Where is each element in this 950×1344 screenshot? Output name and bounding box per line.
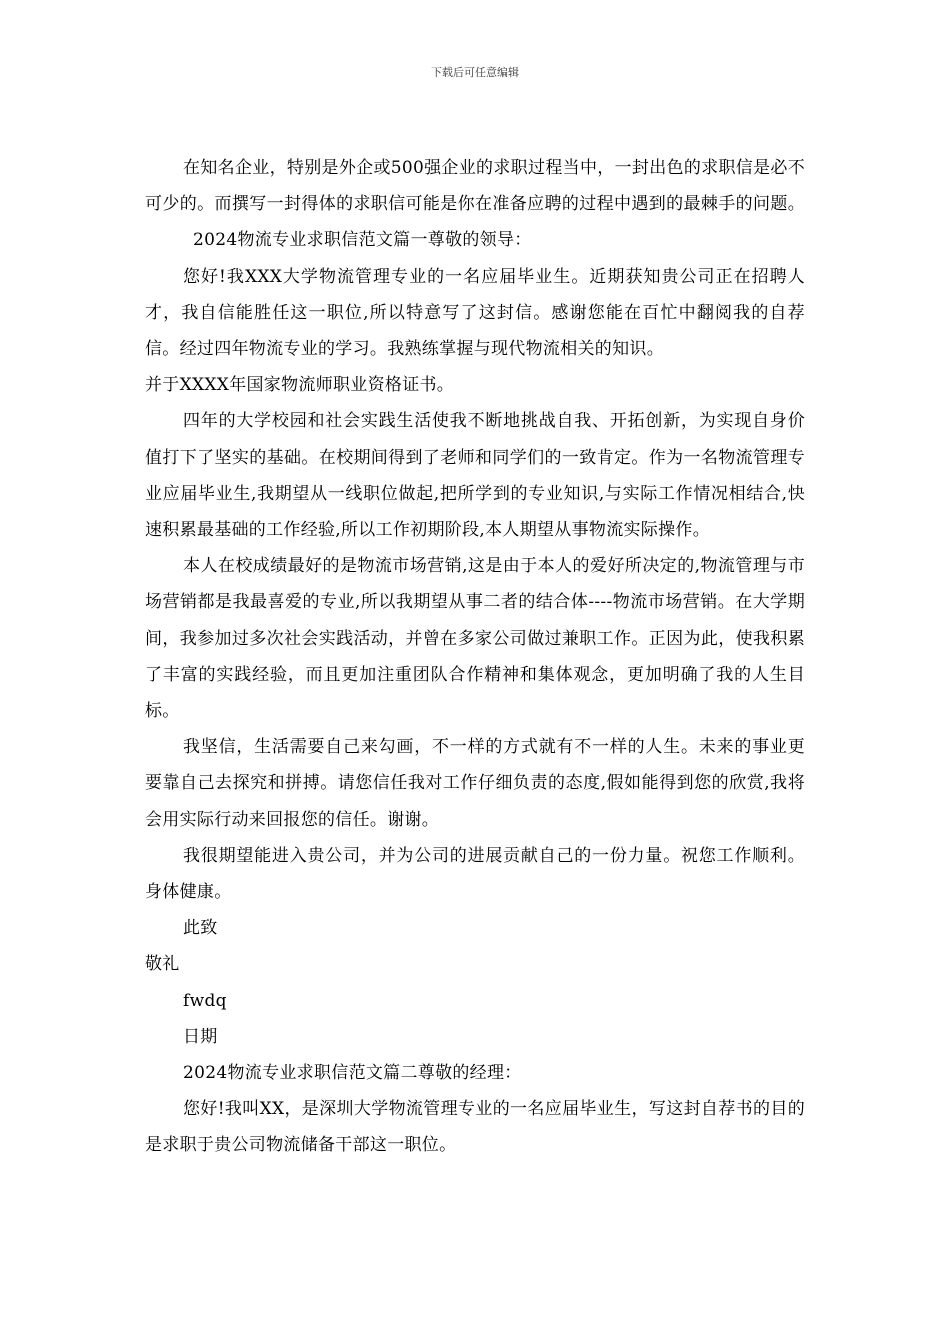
- closing-line: 敬礼: [145, 954, 180, 975]
- closing-line: 此致: [183, 918, 218, 939]
- page-header: 下载后可任意编辑: [431, 66, 519, 79]
- paragraph: 我坚信，生活需要自己来勾画，不一样的方式就有不一样的人生。未来的事业更要靠自己去探究和拼搏。请您信任我对工作仔细负责的态度,假如能得到您的欣赏,我将会用实际行动来回报您的信任。谢谢。: [145, 737, 805, 830]
- signature: fwdq: [183, 990, 227, 1011]
- intro-text: 在知名企业，特别是外企或500强企业的求职过程当中，一封出色的求职信是必不可少的。而撰写一封得体的求职信可能是你在准备应聘的过程中遇到的最棘手的问题。: [145, 158, 805, 215]
- letter-one-title: 2024物流专业求职信范文篇一尊敬的领导：: [193, 230, 532, 251]
- paragraph: 我很期望能进入贵公司，并为公司的进展贡献自己的一份力量。祝您工作顺利。身体健康。: [145, 845, 805, 903]
- letter-two-title: 2024物流专业求职信范文篇二尊敬的经理：: [183, 1063, 522, 1084]
- paragraph: 您好!我XXX大学物流管理专业的一名应届毕业生。近期获知贵公司正在招聘人才，我自信能胜任这一职位,所以特意写了这封信。感谢您能在百忙中翻阅我的自荐信。经过四年物流专业的学习。我熟练掌握与现代物流相关的知识。: [145, 266, 805, 360]
- paragraph: 您好!我叫XX，是深圳大学物流管理专业的一名应届毕业生，写这封自荐书的目的是求职于贵公司物流储备干部这一职位。: [145, 1099, 805, 1156]
- document-body: [145, 150, 805, 1164]
- date-label: 日期: [183, 1026, 218, 1047]
- intro-paragraph: [145, 150, 805, 259]
- paragraph: 本人在校成绩最好的是物流市场营销,这是由于本人的爱好所决定的,物流管理与市场营销都是我最喜爱的专业,所以我期望从事二者的结合体----物流市场营销。在大学期间，我参加过多次社会实践活动，并曾在多家公司做过兼职工作。正因为此，使我积累了丰富的实践经验，而且更加注重团队合作精神和集体观念，更加明确了我的人生目标。: [145, 556, 805, 722]
- paragraph: 四年的大学校园和社会实践生活使我不断地挑战自我、开拓创新，为实现自身价值打下了坚实的基础。在校期间得到了老师和同学们的一致肯定。作为一名物流管理专业应届毕业生,我期望从一线职位做起,把所学到的专业知识,与实际工作情况相结合,快速积累最基础的工作经验,所以工作初期阶段,本人期望从事物流实际操作。: [145, 411, 805, 541]
- paragraph: 并于XXXX年国家物流师职业资格证书。: [145, 375, 455, 396]
